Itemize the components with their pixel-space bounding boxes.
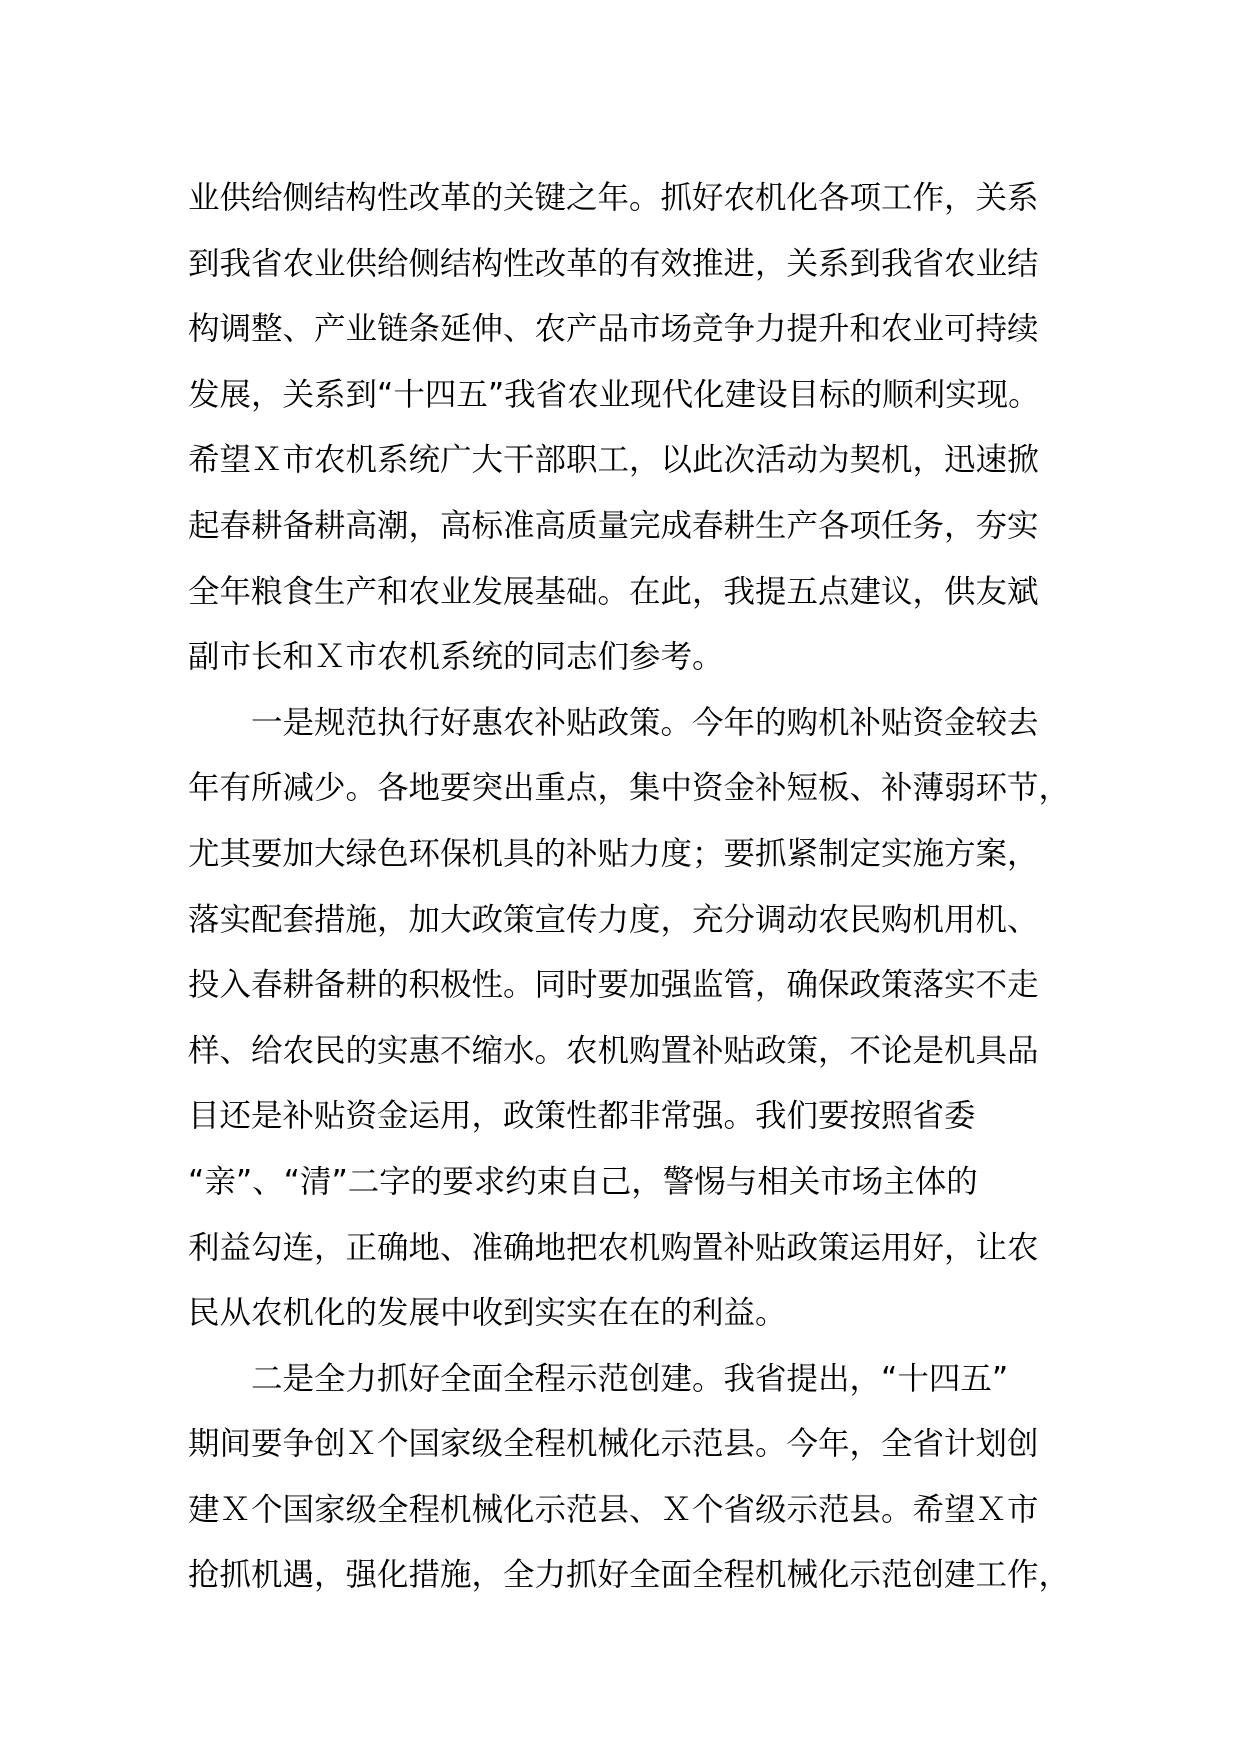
text-line: 年有所减少。各地要突出重点，集中资金补短板、补薄弱环节，: [188, 770, 1071, 807]
text-line: 尤其要加大绿色环保机具的补贴力度；要抓紧制定实施方案，: [188, 835, 1039, 872]
paragraph-first-line: 二是全力抓好全面全程示范创建。我省提出，“十四五”: [251, 1360, 1009, 1397]
text-line: 起春耕备耕高潮，高标准高质量完成春耕生产各项任务，夯实: [188, 507, 1039, 544]
text-line: 抢抓机遇，强化措施，全力抓好全面全程机械化示范创建工作，: [188, 1557, 1071, 1594]
text-line: 构调整、产业链条延伸、农产品市场竞争力提升和农业可持续: [188, 311, 1039, 348]
text-line: 落实配套措施，加大政策宣传力度，充分调动农民购机用机、: [188, 901, 1039, 938]
text-line: 投入春耕备耕的积极性。同时要加强监管，确保政策落实不走: [188, 967, 1039, 1004]
text-line: 民从农机化的发展中收到实实在在的利益。: [188, 1295, 787, 1332]
text-line: 目还是补贴资金运用，政策性都非常强。我们要按照省委: [188, 1098, 976, 1135]
body-text: [188, 166, 1088, 1609]
text-line: “亲”、“清”二字的要求约束自己，警惕与相关市场主体的: [188, 1163, 978, 1200]
text-line: 利益勾连，正确地、准确地把农机购置补贴政策运用好，让农: [188, 1229, 1039, 1266]
text-line: 建Ｘ个国家级全程机械化示范县、Ｘ个省级示范县。希望Ｘ市: [188, 1491, 1039, 1528]
text-line: 期间要争创Ｘ个国家级全程机械化示范县。今年，全省计划创: [188, 1426, 1039, 1463]
text-line: 希望Ｘ市农机系统广大干部职工，以此次活动为契机，迅速掀: [188, 442, 1039, 479]
text-line: 全年粮食生产和农业发展基础。在此，我提五点建议，供友斌: [188, 573, 1039, 610]
text-line: 副市长和Ｘ市农机系统的同志们参考。: [188, 639, 724, 676]
text-line: 发展，关系到“十四五”我省农业现代化建设目标的顺利实现。: [188, 376, 1040, 413]
text-line: 业供给侧结构性改革的关键之年。抓好农机化各项工作，关系: [188, 180, 1039, 216]
text-line: 样、给农民的实惠不缩水。农机购置补贴政策，不论是机具品: [188, 1032, 1039, 1069]
text-line: 到我省农业供给侧结构性改革的有效推进，关系到我省农业结: [188, 245, 1039, 282]
paragraph-first-line: 一是规范执行好惠农补贴政策。今年的购机补贴资金较去: [251, 704, 1039, 741]
